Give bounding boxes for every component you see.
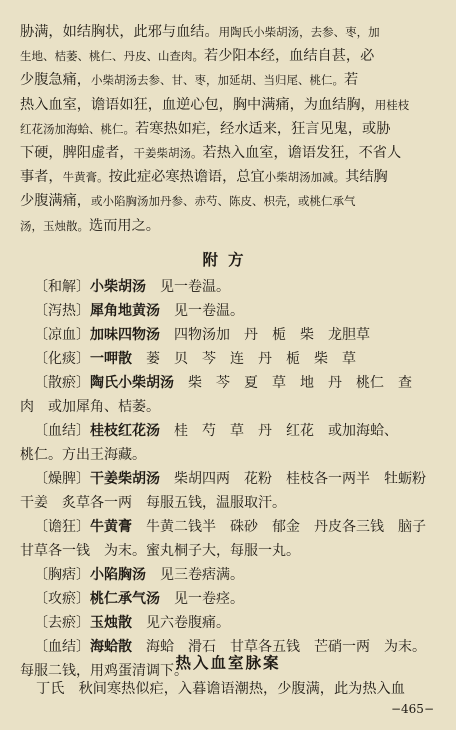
prescription-list bbox=[20, 275, 446, 683]
prescription-row: 〔胸痞〕小陷胸汤 见三卷痞满。 bbox=[34, 567, 244, 583]
prescription-row: 〔泻热〕犀角地黄汤 见一卷温。 bbox=[34, 303, 244, 319]
prescription-row: 〔和解〕小柴胡汤 见一卷温。 bbox=[34, 279, 230, 295]
section-heading-case: 热入血室脉案 bbox=[175, 653, 281, 672]
page-number: −465− bbox=[390, 702, 434, 716]
text-line: 丁氏 秋间寒热似疟，入暮谵语潮热，少腹满，此为热入血 bbox=[36, 681, 405, 697]
prescription-row: 〔化痰〕一呷散 蒌 贝 芩 连 丹 栀 柴 草 bbox=[34, 351, 356, 367]
prescription-continuation: 肉 或加犀角、桔萎。 bbox=[20, 399, 160, 415]
text-line: 少腹急痛，小柴胡汤去参、甘、枣，加延胡、当归尾、桃仁。若 bbox=[20, 72, 359, 89]
prescription-row: 〔凉血〕加味四物汤 四物汤加 丹 栀 柴 龙胆草 bbox=[34, 327, 370, 343]
prescription-row: 〔血结〕桂枝红花汤 桂 芍 草 丹 红花 或加海蛤、 bbox=[34, 423, 398, 439]
prescription-row: 〔谵狂〕牛黄膏 牛黄二钱半 硃砂 郁金 丹皮各三钱 脑子 bbox=[34, 519, 426, 535]
body-paragraph bbox=[20, 20, 442, 238]
prescription-continuation: 干姜 炙草各一两 每服五钱，温服取汗。 bbox=[20, 495, 286, 511]
text-line: 红花汤加海蛤、桃仁。若寒热如疟，经水适来，狂言见鬼，或胁 bbox=[20, 120, 391, 137]
prescription-row: 〔攻瘀〕桃仁承气汤 见一卷痉。 bbox=[34, 591, 244, 607]
prescription-row: 〔去瘀〕玉烛散 见六卷腹痛。 bbox=[34, 615, 230, 631]
prescription-row: 〔血结〕海蛤散 海蛤 滑石 甘草各五钱 芒硝一两 为末。 bbox=[34, 639, 426, 655]
prescription-continuation: 桃仁。方出王海藏。 bbox=[20, 447, 146, 463]
text-line: 热入血室，谵语如狂，血逆心包，胸中满痛，为血结胸，用桂枝 bbox=[20, 96, 410, 113]
text-line: 下硬，脾阳虚者，干姜柴胡汤。若热入血室，谵语发狂，不省人 bbox=[20, 145, 402, 162]
text-line: 事者，牛黄膏。按此症必寒热谵语，总宜小柴胡汤加减。其结胸 bbox=[20, 169, 388, 186]
prescription-continuation: 每服二钱，用鸡蛋清调下。 bbox=[20, 663, 188, 679]
prescription-row: 〔燥脾〕干姜柴胡汤 柴胡四两 花粉 桂枝各一两半 牡蛎粉 bbox=[34, 471, 426, 487]
text-line: 汤，玉烛散。选而用之。 bbox=[20, 217, 160, 234]
text-line: 胁满，如结胸状，此邪与血结。用陶氏小柴胡汤，去参、枣，加 bbox=[20, 24, 380, 40]
text-line: 少腹满痛，或小陷胸汤加丹参、赤芍、陈皮、枳壳，或桃仁承气 bbox=[20, 193, 356, 210]
text-line: 生地、桔萎、桃仁、丹皮、山查肉。若少阳本经，血结自甚，必 bbox=[20, 48, 375, 65]
prescription-row: 〔散瘀〕陶氏小柴胡汤 柴 芩 夏 草 地 丹 桃仁 查 bbox=[34, 375, 412, 391]
section-heading-fufang: 附方 bbox=[202, 250, 254, 269]
prescription-continuation: 甘草各一钱 为末。蜜丸桐子大，每服一丸。 bbox=[20, 543, 300, 559]
case-paragraph bbox=[36, 677, 446, 701]
